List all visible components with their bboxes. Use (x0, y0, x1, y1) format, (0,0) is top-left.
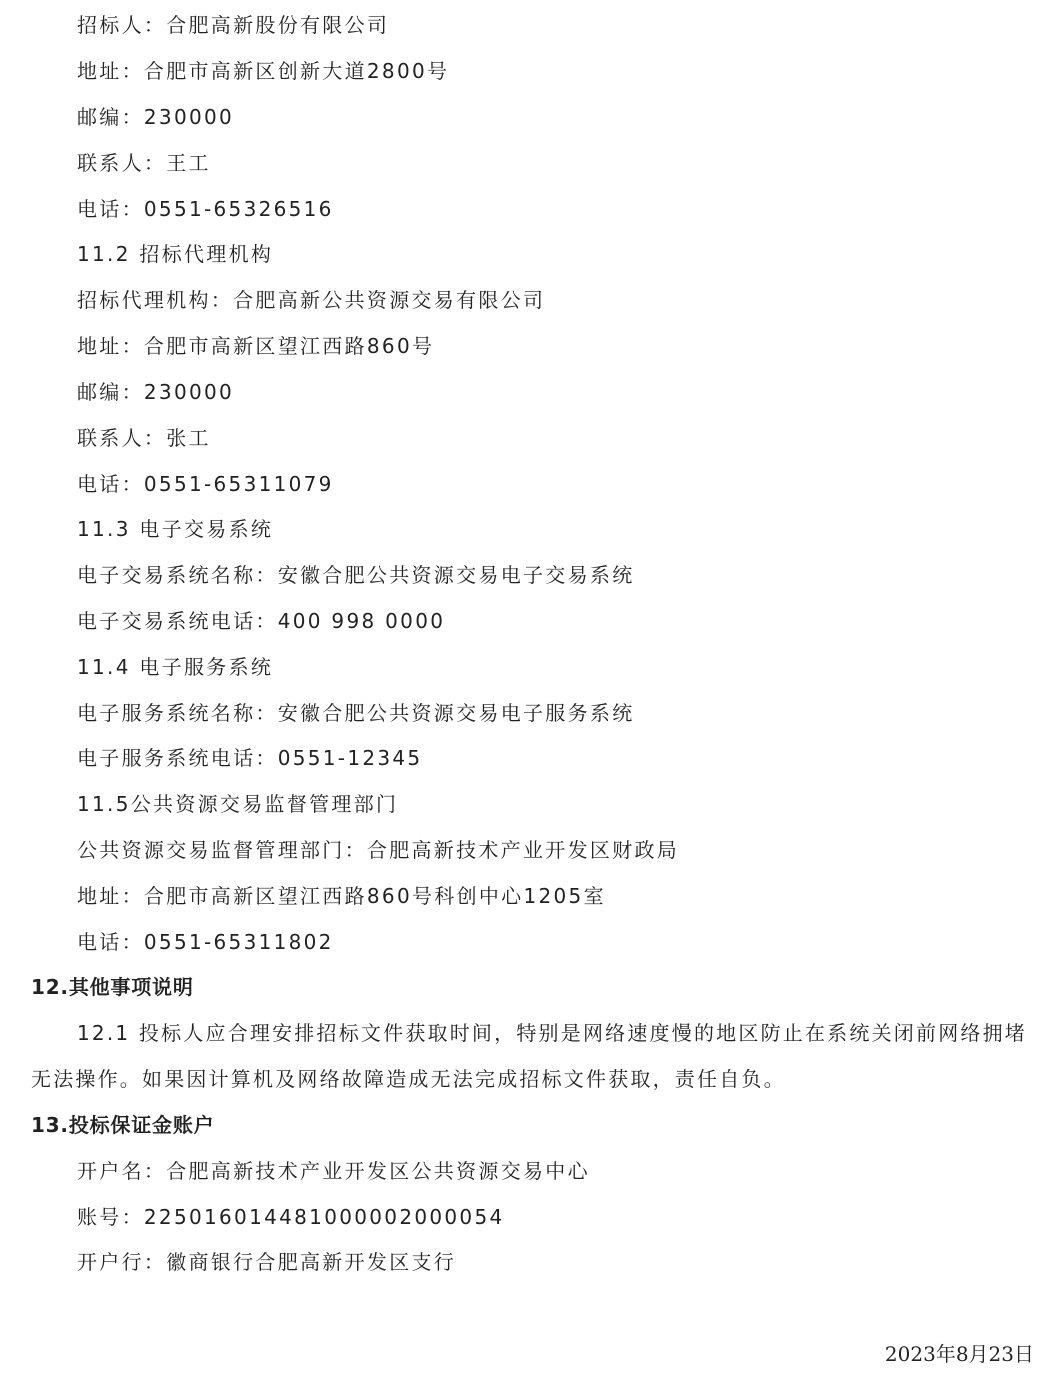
service-system-name-line: 电子服务系统名称：安徽合肥公共资源交易电子服务系统 (77, 701, 635, 725)
service-system-phone-line: 电子服务系统电话：0551-12345 (77, 746, 423, 770)
agency-address-line: 地址：合肥市高新区望江西路860号 (77, 334, 435, 358)
tenderer-phone-line: 电话：0551-65326516 (77, 197, 334, 221)
tenderer-postcode-line: 邮编：230000 (77, 105, 235, 129)
subsection-11-5-heading: 11.5公共资源交易监督管理部门 (77, 792, 399, 816)
agency-phone-line: 电话：0551-65311079 (77, 472, 334, 496)
account-name-line: 开户名：合肥高新技术产业开发区公共资源交易中心 (77, 1159, 590, 1183)
supervision-phone-line: 电话：0551-65311802 (77, 930, 334, 954)
supervision-address-line: 地址：合肥市高新区望江西路860号科创中心1205室 (77, 884, 606, 908)
subsection-11-3-heading: 11.3 电子交易系统 (77, 517, 274, 541)
document-date: 2023年8月23日 (884, 1342, 1034, 1366)
subsection-11-2-heading: 11.2 招标代理机构 (77, 242, 274, 266)
account-number-line: 账号：22501601448100000200005​4 (77, 1205, 505, 1229)
agency-postcode-line: 邮编：230000 (77, 380, 235, 404)
subsection-11-4-heading: 11.4 电子服务系统 (77, 655, 274, 679)
agency-contact-line: 联系人：张工 (77, 426, 211, 450)
trading-system-name-line: 电子交易系统名称：安徽合肥公共资源交易电子交易系统 (77, 563, 635, 587)
tenderer-address-line: 地址：合肥市高新区创新大道2800号 (77, 59, 450, 83)
trading-system-phone-line: 电子交易系统电话：400 998 0000 (77, 609, 446, 633)
account-bank-line: 开户行：徽商银行合肥高新开发区支行 (77, 1250, 457, 1274)
section-13-heading: 13.投标保证金账户 (31, 1113, 215, 1137)
supervision-dept-line: 公共资源交易监督管理部门：合肥高新技术产业开发区财政局 (77, 838, 680, 862)
tenderer-contact-line: 联系人：王工 (77, 151, 211, 175)
agency-name-line: 招标代理机构：合肥高新公共资源交易有限公司 (77, 288, 546, 312)
tenderer-line: 招标人：合肥高新股份有限公司 (77, 13, 390, 37)
section-12-paragraph: 12.1 投标人应合理安排招标文件获取时间，特别是网络速度慢的地区防止在系统关闭前网络拥堵无法操作。如果因计算机及网络故障造成无法完成招标文件获取，责任自负。 (31, 1021, 1027, 1091)
section-12-heading: 12.其他事项说明 (31, 975, 194, 999)
